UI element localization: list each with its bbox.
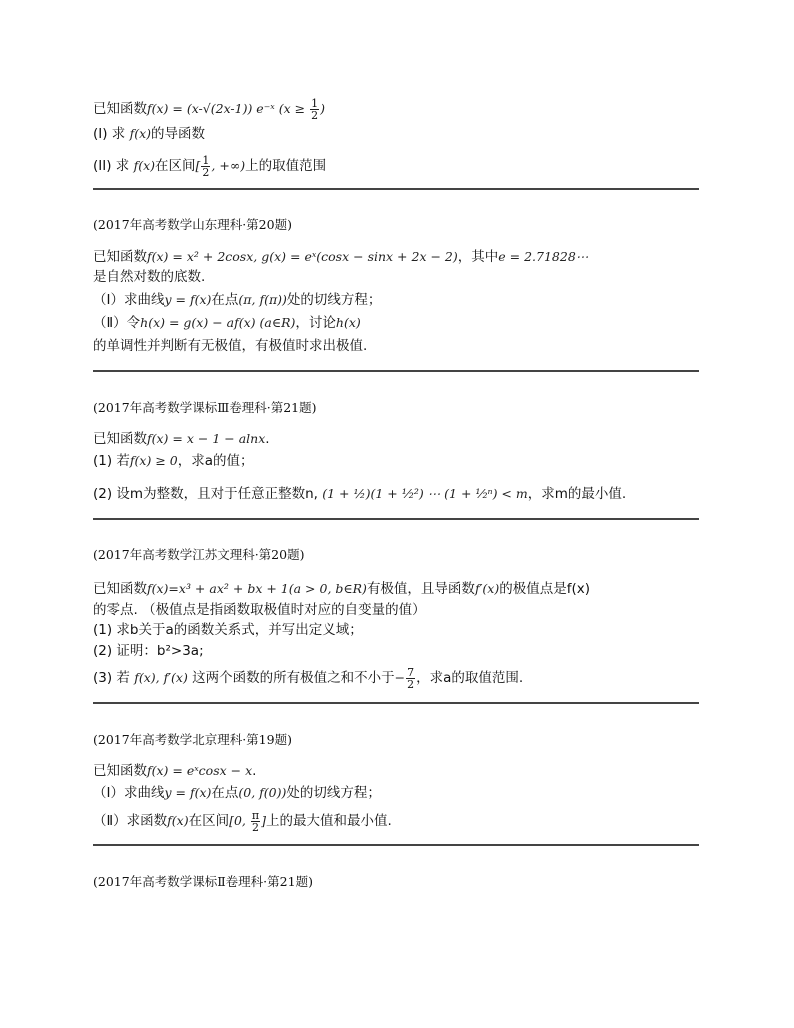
problem-source: (2017年高考数学山东理科·第20题) xyxy=(93,217,292,232)
problem-line: 已知函数f(x)=x³ + ax² + bx + 1(a > 0, b∈R)有极值，且导函数f′(x)的极值点是f(x) xyxy=(93,581,590,597)
problem-line: (II) 求 f(x)在区间[ $\frac{1}{2}$ , +∞)上的取值范围 xyxy=(93,154,327,179)
divider xyxy=(93,518,699,520)
problem-line: (2) 证明：b²>3a; xyxy=(93,643,204,659)
problem-line: （Ⅱ）令h(x) = g(x) − af(x) (a∈R)，讨论h(x) xyxy=(93,315,361,331)
problem-line: 的零点. （极值点是指函数取极值时对应的自变量的值） xyxy=(93,602,426,618)
divider xyxy=(93,844,699,846)
fraction: $\frac{1}{2}$ xyxy=(202,154,210,179)
problem-source: (2017年高考数学北京理科·第19题) xyxy=(93,732,292,747)
problem-line: (3) 若 f(x), f′(x) 这两个函数的所有极值之和不小于− $\frac{7}{2}$ ，求a的取值范围. xyxy=(93,666,524,691)
problem-source: (2017年高考数学江苏文理科·第20题) xyxy=(93,547,305,562)
fraction: $\frac{\pi}{2}$ xyxy=(251,809,260,834)
problem-line: 已知函数f(x) = x − 1 − alnx. xyxy=(93,431,270,447)
problem-source: (2017年高考数学课标Ⅱ卷理科·第21题) xyxy=(93,874,313,889)
problem-line: (I) 求 f(x)的导函数 xyxy=(93,126,206,142)
problem-source: (2017年高考数学课标Ⅲ卷理科·第21题) xyxy=(93,400,317,415)
problem-line: 是自然对数的底数. xyxy=(93,269,206,285)
problem-line: （Ⅰ）求曲线y = f(x)在点(0, f(0))处的切线方程； xyxy=(93,785,381,801)
divider xyxy=(93,702,699,704)
divider xyxy=(93,370,699,372)
problem-line: 已知函数f(x) = eˣcosx − x. xyxy=(93,763,257,779)
problem-line: （Ⅱ）求函数f(x)在区间[0, $\frac{\pi}{2}$ ]上的最大值和最小值. xyxy=(93,809,392,834)
problem-line: (1) 若f(x) ≥ 0，求a的值； xyxy=(93,453,254,469)
fraction: $\frac{7}{2}$ xyxy=(407,666,415,691)
divider xyxy=(93,188,699,190)
problem-line: 已知函数f(x) = (x-√(2x-1)) e⁻ˣ (x ≥ $\frac{1}{2}$ ) xyxy=(93,97,325,122)
problem-line: （Ⅰ）求曲线y = f(x)在点(π, f(π))处的切线方程； xyxy=(93,292,382,308)
problem-line: 的单调性并判断有无极值，有极值时求出极值. xyxy=(93,338,368,354)
problem-line: 已知函数f(x) = x² + 2cosx, g(x) = eˣ(cosx − sinx + 2x − 2)，其中e = 2.71828⋯ xyxy=(93,249,589,265)
problem-line: (2) 设m为整数，且对于任意正整数n, (1 + ½)(1 + ¹⁄₂²) ⋯ (1 + ¹⁄₂ⁿ) < m，求m的最小值. xyxy=(93,486,627,502)
fraction: $\frac{1}{2}$ xyxy=(311,97,319,122)
problem-line: (1) 求b关于a的函数关系式，并写出定义域； xyxy=(93,622,363,638)
